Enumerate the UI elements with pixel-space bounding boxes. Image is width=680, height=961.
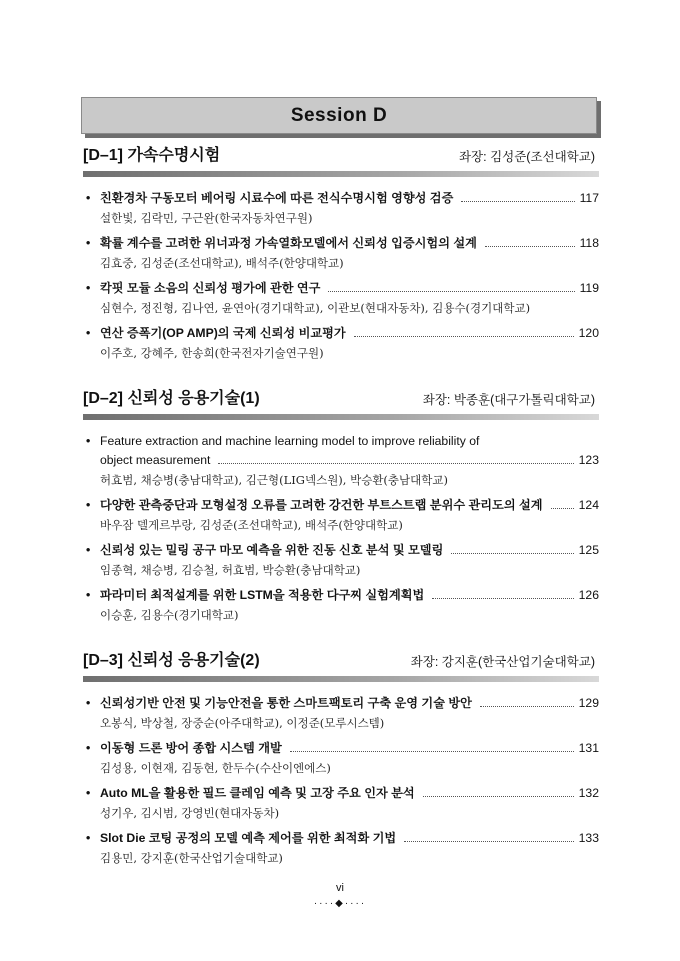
entry-authors: 이승훈, 김용수(경기대학교)	[100, 608, 239, 622]
toc-entry[interactable]	[83, 541, 599, 581]
entry-authors: 김성용, 이현재, 김동현, 한두수(수산이엔에스)	[100, 761, 331, 775]
entry-page: 132	[578, 786, 599, 800]
entry-page: 125	[578, 543, 599, 557]
entry-page: 117	[579, 191, 599, 205]
entry-title: Feature extraction and machine learning model to improve reliability of	[100, 434, 480, 448]
entry-authors: 성기우, 김시범, 강영빈(현대자동차)	[100, 806, 280, 820]
entry-title: 칵핏 모듈 소음의 신뢰성 평가에 관한 연구	[100, 281, 321, 295]
entry-authors: 이주호, 강혜주, 한송희(한국전자기술연구원)	[100, 346, 324, 360]
bullet-icon: •	[86, 831, 91, 845]
toc-entry[interactable]	[83, 739, 599, 779]
bullet-icon: •	[86, 696, 91, 710]
entry-authors: 심현수, 정진형, 김나연, 윤연아(경기대학교), 이관보(현대자동차), 김용수(경기대학교)	[100, 301, 531, 315]
toc-entry[interactable]	[83, 694, 599, 734]
entry-authors: 허효범, 채승병(충남대학교), 김근형(LIG넥스원), 박승환(충남대학교)	[100, 473, 448, 487]
entry-authors: 김용민, 강지훈(한국산업기술대학교)	[100, 851, 283, 865]
bullet-icon: •	[86, 588, 91, 602]
dot-leader	[551, 508, 574, 509]
toc-entry[interactable]	[83, 496, 599, 536]
entry-authors: 오봉식, 박상철, 장중순(아주대학교), 이정준(모루시스템)	[100, 716, 385, 730]
bullet-icon: •	[86, 543, 91, 557]
bullet-icon: •	[86, 786, 91, 800]
toc-entry[interactable]	[83, 784, 599, 824]
footer-ornament: ····◆····	[313, 898, 367, 909]
entry-title: 신뢰성 있는 밀링 공구 마모 예측을 위한 진동 신호 분석 및 모델링	[100, 543, 444, 557]
entry-title-continued: object measurement	[100, 453, 211, 467]
entry-title: 파라미터 최적설계를 위한 LSTM을 적용한 다구찌 실험계획법	[100, 588, 425, 602]
toc-entry[interactable]	[83, 189, 599, 229]
entry-page: 131	[578, 741, 599, 755]
section-chair: 좌장: 김성준(조선대학교)	[458, 150, 595, 164]
bullet-icon: •	[86, 281, 91, 295]
section-chair: 좌장: 박종훈(대구가톨릭대학교)	[422, 393, 595, 407]
entry-page: 123	[578, 453, 599, 467]
session-banner: Session D	[81, 97, 597, 134]
toc-entry[interactable]	[83, 234, 599, 274]
entry-page: 129	[578, 696, 599, 710]
entry-title: Slot Die 코팅 공정의 모델 예측 제어를 위한 최적화 기법	[100, 831, 397, 845]
bullet-icon: •	[86, 741, 91, 755]
dot-leader	[461, 201, 574, 202]
dot-leader	[328, 291, 574, 292]
bullet-icon: •	[86, 434, 91, 448]
toc-entry[interactable]	[83, 432, 599, 491]
toc-entry[interactable]	[83, 829, 599, 869]
entry-title: 연산 증폭기(OP AMP)의 국제 신뢰성 비교평가	[100, 326, 346, 340]
bullet-icon: •	[86, 191, 91, 205]
entry-page: 124	[578, 498, 599, 512]
entry-title: 친환경차 구동모터 베어링 시료수에 따른 전식수명시험 영향성 검증	[100, 191, 454, 205]
entry-page: 118	[579, 236, 599, 250]
dot-leader	[354, 336, 574, 337]
dot-leader	[485, 246, 575, 247]
toc-entry[interactable]	[83, 324, 599, 364]
dot-leader	[432, 598, 573, 599]
entry-page: 126	[578, 588, 599, 602]
section-d3	[83, 648, 599, 874]
dot-leader	[423, 796, 574, 797]
page-number: vi	[336, 882, 344, 894]
section-chair: 좌장: 강지훈(한국산업기술대학교)	[410, 655, 595, 669]
entry-authors: 바우잠 델게르부랑, 김성준(조선대학교), 배석주(한양대학교)	[100, 518, 403, 532]
toc-entry[interactable]	[83, 586, 599, 626]
toc-entry[interactable]	[83, 279, 599, 319]
dot-leader	[451, 553, 573, 554]
entry-title: 다양한 관측중단과 모형설정 오류를 고려한 강건한 부트스트랩 분위수 관리도의 설계	[100, 498, 543, 512]
entry-title: Auto ML을 활용한 필드 클레임 예측 및 고장 주요 인자 분석	[100, 786, 415, 800]
entry-page: 120	[578, 326, 599, 340]
section-d2	[83, 386, 599, 631]
section-title: [D–1] 가속수명시험	[83, 147, 221, 164]
entry-authors: 김효중, 김성준(조선대학교), 배석주(한양대학교)	[100, 256, 344, 270]
entry-authors: 임종혁, 채승병, 김승철, 허효범, 박승환(충남대학교)	[100, 563, 361, 577]
section-title: [D–3] 신뢰성 응용기술(2)	[83, 652, 260, 669]
entry-page: 133	[578, 831, 599, 845]
entry-page: 119	[579, 281, 599, 295]
dot-leader	[290, 751, 574, 752]
entry-title: 이동형 드론 방어 종합 시스템 개발	[100, 741, 282, 755]
entry-authors: 설한빛, 김락민, 구근완(한국자동차연구원)	[100, 211, 313, 225]
bullet-icon: •	[86, 498, 91, 512]
dot-leader	[404, 841, 574, 842]
section-title: [D–2] 신뢰성 응용기술(1)	[83, 390, 260, 407]
bullet-icon: •	[86, 236, 91, 250]
entry-title: 신뢰성기반 안전 및 기능안전을 통한 스마트팩토리 구축 운영 기술 방안	[100, 696, 472, 710]
entry-title: 확률 계수를 고려한 위너과정 가속열화모델에서 신뢰성 입증시험의 설계	[100, 236, 477, 250]
bullet-icon: •	[86, 326, 91, 340]
dot-leader	[218, 463, 573, 464]
section-d1	[83, 143, 599, 369]
dot-leader	[480, 706, 574, 707]
